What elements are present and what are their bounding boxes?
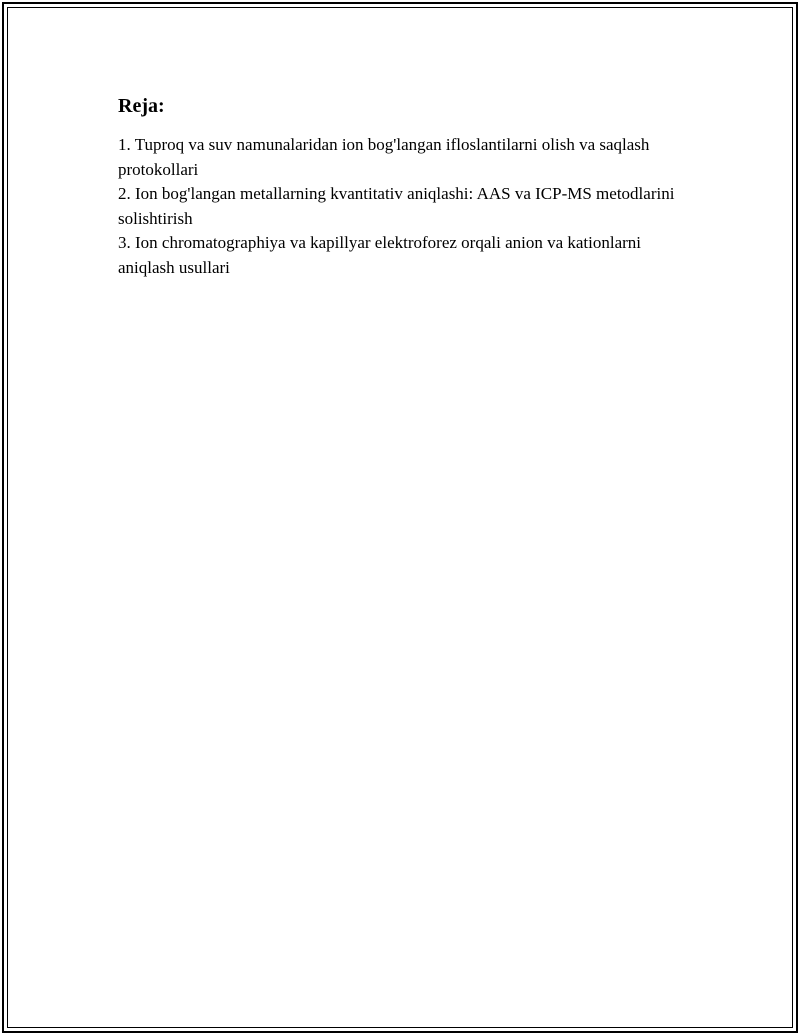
plan-heading: Reja: bbox=[118, 95, 165, 117]
plan-item-2: 2. Ion bog'langan metallarning kvantitativ aniqlashi: AAS va ICP-MS metodlarini solishtirish bbox=[118, 184, 675, 228]
plan-item-3: 3. Ion chromatographiya va kapillyar elektroforez orqali anion va kationlarni aniqlash usullari bbox=[118, 233, 642, 277]
document-content bbox=[118, 93, 698, 280]
plan-list bbox=[118, 133, 698, 280]
plan-item-1: 1. Tuproq va suv namunalaridan ion bog'langan ifloslantilarni olish va saqlash protokollari bbox=[118, 135, 650, 179]
